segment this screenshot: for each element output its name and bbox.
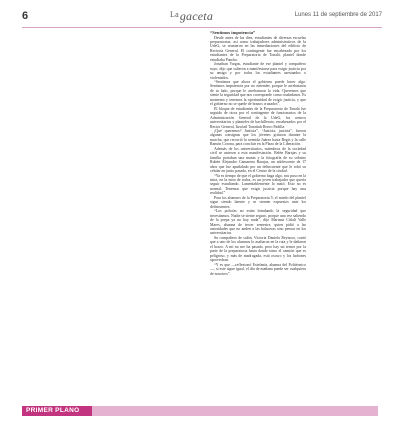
article-paragraph: ¡Qué queremos? Justicia”, “Justicia, justicia”, fueron algunas consignas que los jóvenes gritaron durante la marcha, que recorrió la avenida Juárez hasta Regis y la calle Ramón Corona, para concluir en la Plaza de la Liberación. [210, 129, 306, 147]
article-paragraph: Su compañero de salón, Victoria Daniela Reynoso, contó que a uno de los alumnos lo asaltaron en la ruta y le dañaron el brazo. A mí no me ha pasado, pero hay un temor por la parte de la preparatoria hasta donde tomo el camión que es peligroso, y más de madrugada, está oscuro y los ladrones aprovechan. [210, 235, 306, 263]
article-paragraph: “Los policías no están brindando la seguridad que necesitamos. Nadie se siente seguro, porque una vez saliendo de la prepa ya no hay nada”, dijo Mariana Citlali Valle Mares, alumna de tercer semestre, quien pidió a las autoridades que no anden a las balaceras sino pensar en los universitarios. [210, 209, 306, 236]
article-paragraph: Además de los universitarios, miembros de la sociedad civil se unieron a esta manifestación. Belén Barajas y su familia portaban una manta y la fotografía de su sobrino Rubén Alejandro Camarena Barajas, un adolescente de 17 años que fue apuñalado por un delincuente que le robó su celular en junio pasado, en el Centro de la ciudad. [210, 146, 306, 174]
article-paragraph: Jonathan Vargas, estudiante de ese plantel y compañero suyo, dijo que salieron a manifestarse para exigir justicia por su amigo y por todos los estudiantes asesinados o violentados. [210, 62, 306, 80]
article-subhead: “Sentimos impotencia” [210, 30, 256, 35]
article-paragraph: “Ya es tiempo de que el gobierno haga algo, nos puso en la mira, en la mira de todos, es un joven trabajador que quería seguir estudiando. Lamentablemente lo mató. Esto no es normal. Tenemos que exigir justicia porque hay una realidad.” [210, 173, 306, 196]
masthead [170, 9, 213, 24]
footer-bar [22, 406, 378, 416]
issue-date: Lunes 11 de septiembre de 2017 [294, 12, 382, 18]
header-rule [22, 27, 382, 28]
article-paragraph: “Y es que —reflexionó Estefanía, alumna del Politécnico—, si este sigue igual, el día de mañana puede ser cualquiera de nosotros”. [210, 262, 306, 276]
masthead-prefix: La [170, 10, 179, 19]
article-paragraph: Para los alumnos de la Preparatoria 5, el miedo del plantel sigue siendo latente y se sienten expuestos ante los delincuentes. [210, 195, 306, 209]
masthead-name: gaceta [179, 9, 214, 23]
article-column [210, 30, 306, 276]
article-paragraph: Desde antes de las diez, estudiantes de diversas escuelas preparatorias, así como trabajadores administrativos de la UdeG, se reunieron en las inmediaciones del edificio de Rectoría General. El contingente fue encabezado por los estudiantes de la Preparatoria de Tonalá, plantel donde estudiaba Pancho. [210, 35, 306, 62]
section-label: PRIMER PLANO [22, 406, 92, 416]
article-paragraph: El bloque de estudiantes de la Preparatoria de Tonalá fue seguido de otros por el contingente de funcionarios de la Administración General de la UdeG, los centros universitarios y planteles de bachillerato, encabezados por el Rector General, Itzcóatl Tonatiuh Bravo Padilla. [210, 106, 306, 129]
article-paragraph: “Sentimos que ahora el gobierno puede hacer algo. Sentimos impotencia por no entender, porque le arrebataron de tu lado, porque le arrebataron la vida. Queremos que siente la seguridad que nos corresponde como ciudadanos. Es momento y tenemos la oportunidad de exigir justicia, y que el gobierno no se quede de brazos cruzados”. [210, 80, 306, 107]
page-number: 6 [22, 10, 29, 22]
